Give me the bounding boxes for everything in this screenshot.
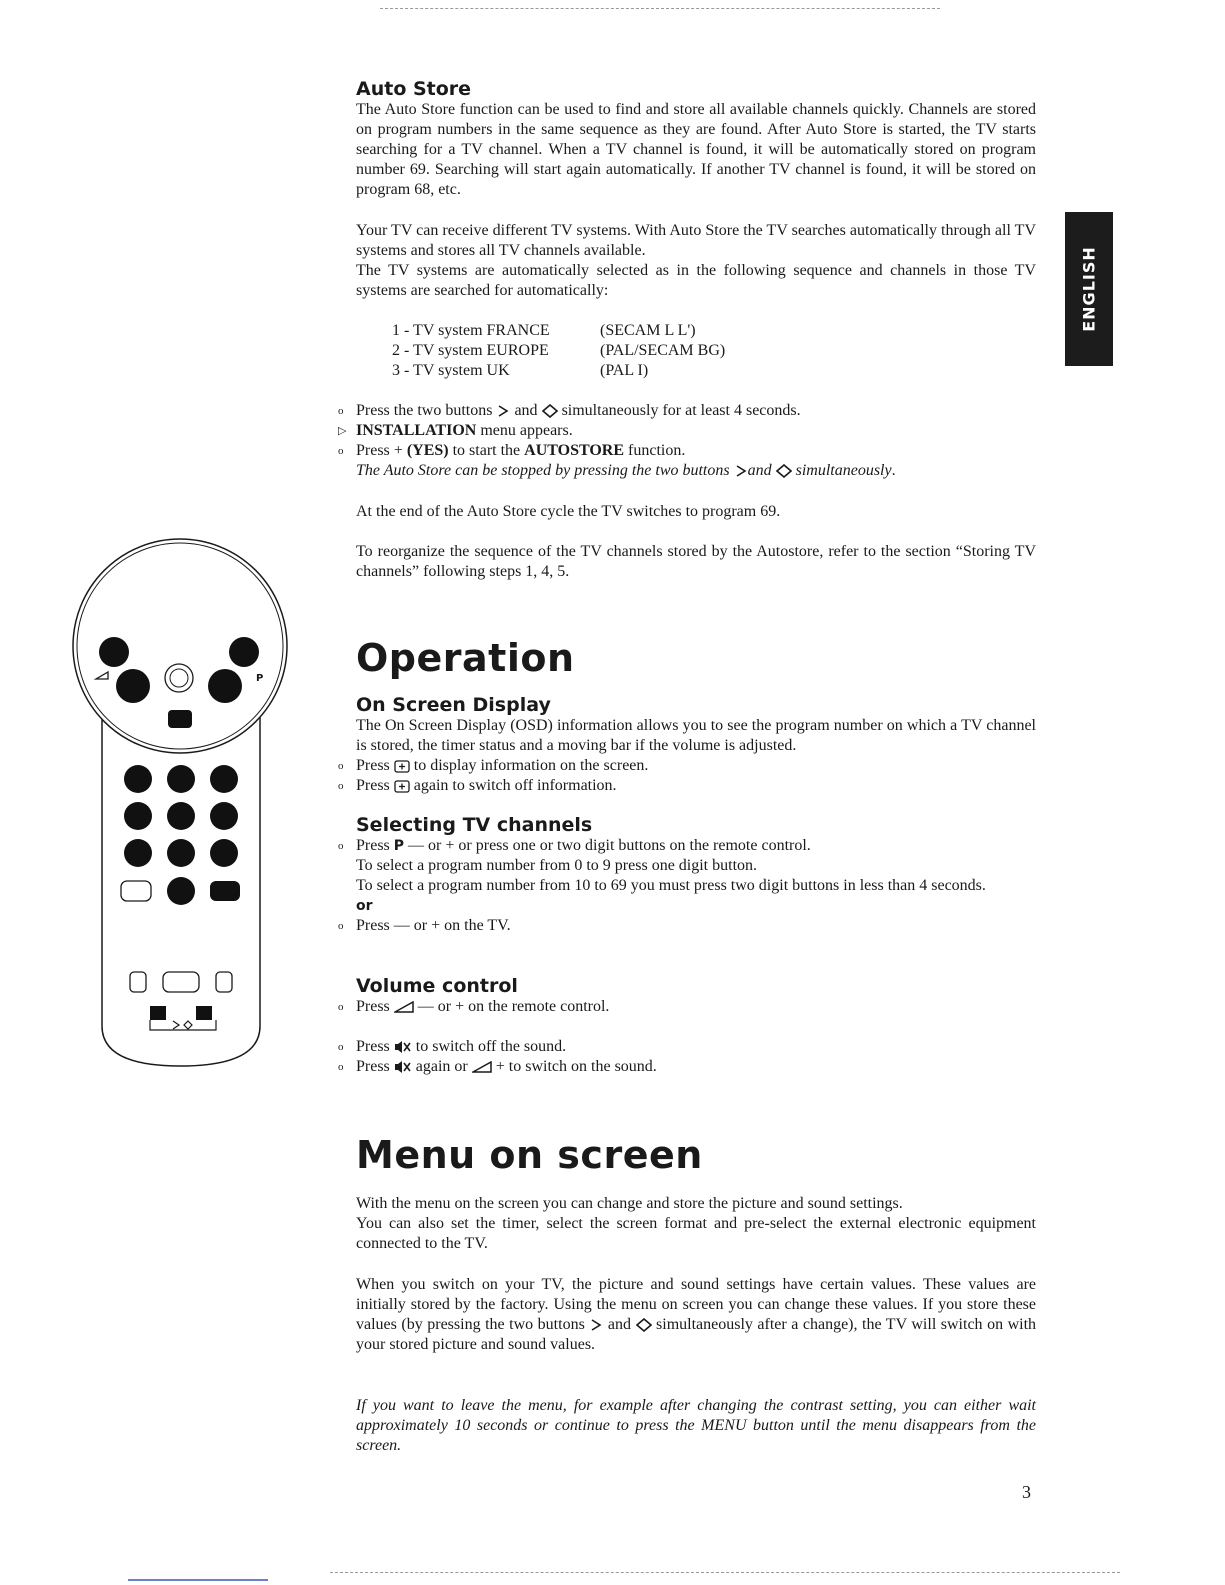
tv-button (210, 881, 240, 901)
select-two-digit: To select a program number from 10 to 69 you must press two digit buttons in less than 4 seconds. (356, 877, 986, 894)
front-slider-bracket (150, 1020, 216, 1030)
language-tab-label: ENGLISH (1079, 246, 1099, 332)
tv-system-name: 3 - TV system UK (392, 362, 510, 379)
diamond-button-icon (542, 404, 558, 418)
digit-button (210, 765, 238, 793)
digit-button (210, 802, 238, 830)
circle-bullet-icon: o (338, 1041, 344, 1053)
page-number: 3 (1022, 1482, 1031, 1502)
selecting-channels-section (338, 814, 1036, 936)
digit-button (167, 839, 195, 867)
tv-system-code: (SECAM L L') (600, 322, 696, 339)
digit-button (167, 765, 195, 793)
front-slider-left (150, 1006, 166, 1020)
front-button-center (163, 972, 199, 992)
tv-system-row (392, 361, 648, 381)
front-button-left (130, 972, 146, 992)
step-2: ▷ INSTALLATION menu appears. (338, 422, 573, 439)
circle-bullet-icon: o (338, 760, 344, 772)
digit-button (124, 839, 152, 867)
plus-icon: + (445, 837, 455, 854)
auto-store-heading: Auto Store (356, 78, 472, 100)
bottom-scan-line (330, 1572, 1120, 1573)
diamond-small-icon (184, 1021, 192, 1029)
auto-store-reorganize-text: To reorganize the sequence of the TV channels stored by the Autostore, refer to the section “Storing TV channels” following steps 1, 4, 5. (356, 543, 1036, 580)
diamond-button-icon (776, 464, 792, 478)
tv-systems-intro (356, 221, 1036, 301)
right-arrow-small-icon (173, 1021, 179, 1029)
auto-store-end-text: At the end of the Auto Store cycle the TV switches to program 69. (356, 503, 781, 520)
menu-text-a: With the menu on the screen you can change and store the picture and sound settings. (356, 1195, 903, 1212)
volume-icon (472, 1061, 492, 1073)
volume-step-3: o Press again or + to switch on the sound. (338, 1058, 657, 1075)
plus-icon: + (495, 1058, 505, 1075)
osd-text: The On Screen Display (OSD) information allows you to see the program number on which a TV channel is stored, the timer status and a moving bar if the volume is adjusted. (356, 717, 1036, 754)
osd-step-1: o Press to display information on the screen. (338, 757, 649, 774)
digit-button (210, 839, 238, 867)
front-button-right (216, 972, 232, 992)
osd-button (121, 881, 151, 901)
spacer (356, 1017, 1036, 1037)
tv-system-row (392, 321, 696, 341)
tv-system-name: 1 - TV system FRANCE (392, 322, 550, 339)
auto-store-section (356, 78, 1036, 200)
volume-heading: Volume control (356, 975, 518, 997)
selecting-channels-heading: Selecting TV channels (356, 814, 593, 836)
osd-heading: On Screen Display (356, 694, 551, 716)
menu-values (356, 1275, 1036, 1355)
auto-store-intro: The Auto Store function can be used to find and store all available channels quickly. Channels are stored on program numbers in the same sequence as they are found. After Auto Store is started, the TV starts searching for a TV channel. When a TV channel is found, it will be automatically stored on program number 69. Searching will start again automatically. If another TV channel is found, it will be stored on program 68, etc. (356, 101, 1036, 198)
menu-intro (356, 1194, 1036, 1254)
right-arrow-button-icon (496, 404, 510, 418)
front-slider-right (196, 1006, 212, 1020)
mute-icon (394, 1040, 412, 1054)
auto-store-end (356, 502, 1036, 522)
menu-section (356, 1133, 1036, 1177)
osd-section (338, 694, 1036, 796)
tv-system-row (392, 341, 725, 361)
osd-step-2: o Press again to switch off information. (338, 777, 617, 794)
circle-bullet-icon: o (338, 405, 344, 417)
tv-system-code: (PAL I) (600, 362, 649, 379)
osd-button-icon (394, 780, 410, 793)
mute-icon (394, 1060, 412, 1074)
volume-down-button (116, 669, 150, 703)
volume-up-button (99, 637, 129, 667)
step-3: o Press + (YES) to start the AUTOSTORE function. (338, 442, 686, 459)
top-scan-line (380, 8, 940, 9)
select-step-1: o Press P — or + or press one or two digit buttons on the remote control. (338, 837, 811, 854)
digit-button (167, 802, 195, 830)
right-arrow-button-icon (589, 1318, 603, 1332)
select-or: or (356, 898, 373, 914)
program-down-button (208, 669, 242, 703)
circle-bullet-icon: o (338, 445, 344, 457)
circle-bullet-icon: o (338, 1061, 344, 1073)
plus-icon: + (431, 917, 441, 934)
digit-button (124, 765, 152, 793)
bottom-blue-line (128, 1579, 268, 1581)
select-single-digit: To select a program number from 0 to 9 press one digit button. (356, 857, 758, 874)
digit-button (124, 802, 152, 830)
volume-section (338, 975, 1036, 1077)
volume-icon (394, 1001, 414, 1013)
svg-text:P: P (256, 673, 264, 684)
auto-store-steps (338, 401, 1036, 481)
osd-button-icon (394, 760, 410, 773)
menu-note (356, 1396, 1036, 1456)
digit-button (167, 877, 195, 905)
menu-values-text: When you switch on your TV, the picture and sound settings have certain values. These values are initially stored by the factory. Using the menu on screen you can change these values. If you store these values (by pressing the two buttons and simultaneously after a change), the TV will switch on with your stored picture and sound values. (356, 1276, 1037, 1353)
tv-system-name: 2 - TV system EUROPE (392, 342, 549, 359)
operation-title: Operation (356, 636, 575, 680)
auto-store-stop-note: The Auto Store can be stopped by pressing the two buttons and simultaneously. (356, 462, 896, 479)
standby-button (165, 664, 193, 692)
circle-bullet-icon: o (338, 920, 344, 932)
step-1: o Press the two buttons and simultaneously for at least 4 seconds. (338, 402, 801, 419)
minus-icon: — (417, 998, 434, 1015)
circle-bullet-icon: o (338, 780, 344, 792)
volume-step-2: o Press to switch off the sound. (338, 1038, 567, 1055)
tv-systems-text-b: The TV systems are automatically selected as in the following sequence and channels in those TV systems are searched for automatically: (356, 262, 1036, 299)
tv-systems-text-a: Your TV can receive different TV systems. With Auto Store the TV searches automatically through all TV systems and stores all TV channels available. (356, 222, 1036, 259)
remote-control-illustration (70, 536, 300, 1072)
circle-bullet-icon: o (338, 1001, 344, 1013)
plus-icon: + (455, 998, 465, 1015)
right-arrow-button-icon (734, 464, 748, 478)
plus-icon: + (393, 442, 403, 459)
program-up-button (229, 637, 259, 667)
language-tab (1065, 212, 1113, 366)
operation-section (356, 636, 1036, 680)
circle-bullet-icon: o (338, 840, 344, 852)
menu-note-text: If you want to leave the menu, for example after changing the contrast setting, you can either wait approximately 10 seconds or continue to press the MENU button until the menu disappears from the screen. (356, 1397, 1036, 1454)
minus-icon: — (393, 917, 410, 934)
volume-step-1: o Press — or + on the remote control. (338, 998, 610, 1015)
mute-button (168, 710, 192, 728)
auto-store-reorganize (356, 542, 1036, 582)
tv-system-code: (PAL/SECAM BG) (600, 342, 726, 359)
select-step-2: o Press — or + on the TV. (338, 917, 511, 934)
program-label-icon (256, 673, 263, 684)
menu-text-b: You can also set the timer, select the screen format and pre-select the external electronic equipment connected to the TV. (356, 1215, 1036, 1252)
menu-title: Menu on screen (356, 1133, 703, 1177)
arrow-bullet-icon: ▷ (338, 425, 347, 437)
minus-icon: — (408, 837, 425, 854)
diamond-button-icon (636, 1318, 652, 1332)
